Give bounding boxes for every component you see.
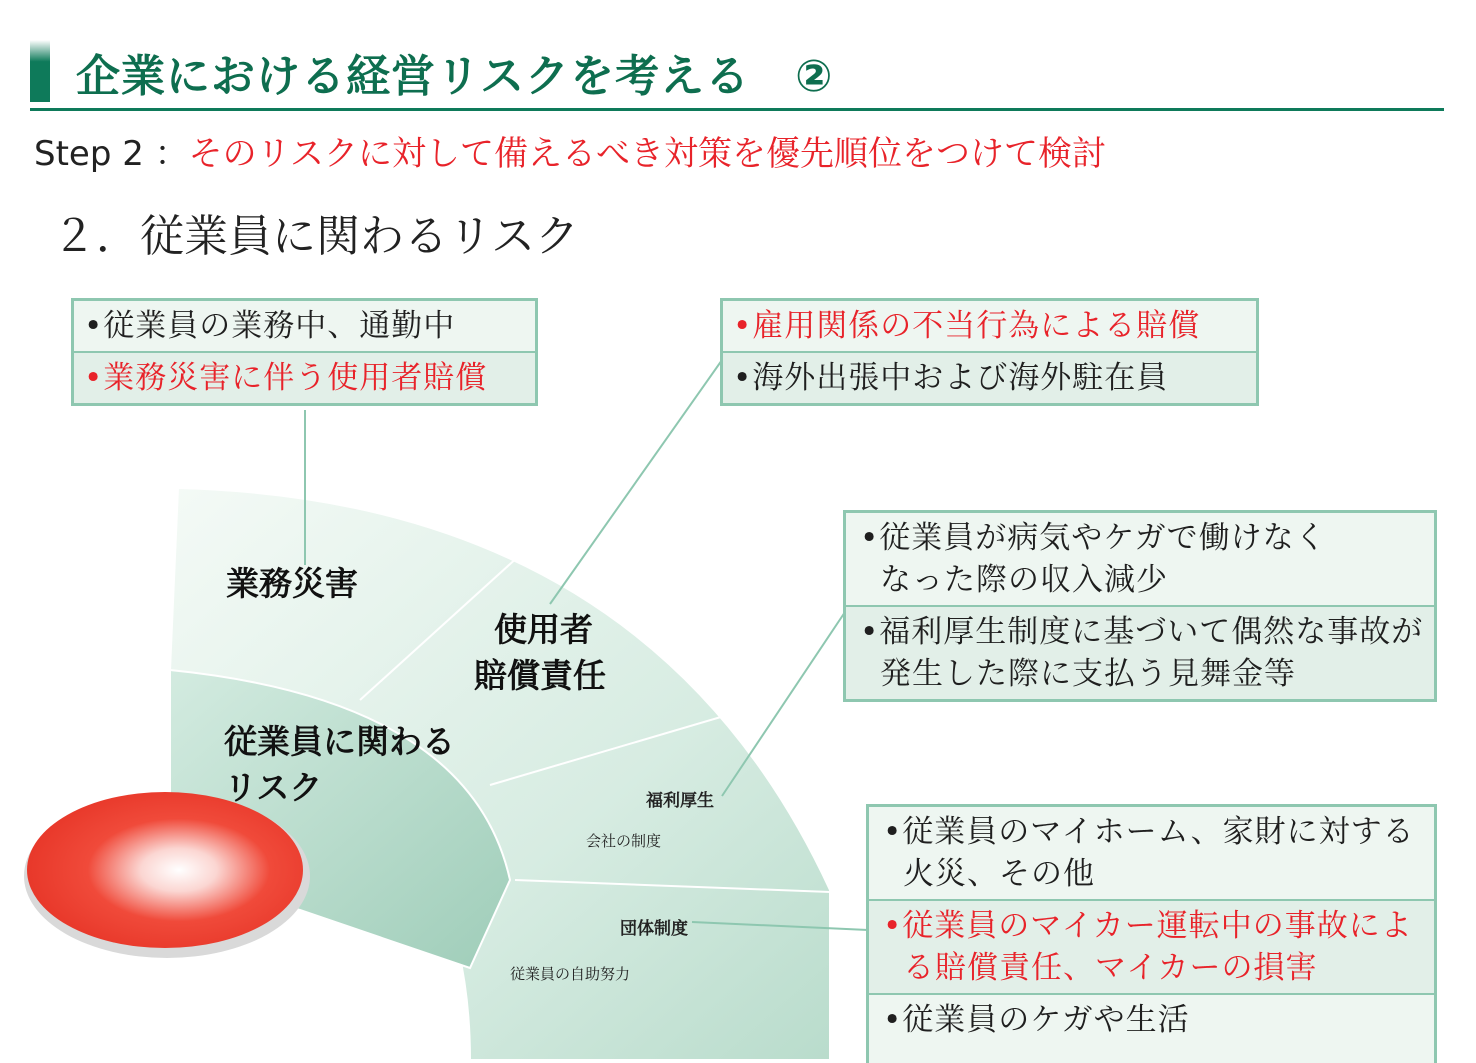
box-group-item-1: 従業員のマイホーム、家財に対する火災、その他 [902, 814, 1415, 892]
connector-employer [550, 360, 722, 604]
box-group-system [866, 804, 1437, 1063]
label-employer-line1: 使用者 [494, 610, 593, 649]
label-work-accident: 業務災害 [226, 564, 358, 603]
box-group-row [869, 993, 1434, 1045]
label-center-line2: リスク [224, 768, 323, 807]
bullet: • [84, 360, 104, 396]
page-title: 企業における経営リスクを考える ② [76, 51, 834, 102]
box-work-accident-item-1: 従業員の業務中、通勤中 [103, 308, 456, 344]
section-heading: ２．従業員に関わるリスク [52, 211, 580, 262]
label-self-help: 従業員の自助努力 [510, 965, 631, 983]
step-text: そのリスクに対して備えるべき対策を優先順位をつけて検討 [188, 134, 1106, 174]
box-welfare-item-2: 福利厚生制度に基づいて偶然な事故が発生した際に支払う見舞金等 [879, 614, 1424, 692]
box-employer-row [723, 351, 1256, 403]
label-company-system: 会社の制度 [586, 832, 662, 850]
label-welfare: 福利厚生 [646, 791, 714, 811]
box-employer-item-1: 雇用関係の不当行為による賠償 [752, 308, 1201, 344]
bullet: • [883, 908, 903, 944]
bullet: • [883, 814, 903, 850]
box-work-accident-row [74, 351, 535, 403]
label-center-line1: 従業員に関わる [224, 722, 455, 761]
box-work-accident-item-2: 業務災害に伴う使用者賠償 [103, 360, 488, 396]
box-group-item-2-part: 従業員のマイカー運転中の事故による賠償責任、マイカーの損害 [902, 908, 1413, 986]
box-group-row [869, 807, 1434, 899]
box-welfare-row [846, 513, 1366, 605]
box-employer-item-2: 海外出張中および海外駐在員 [752, 360, 1169, 396]
bullet: • [860, 520, 880, 556]
label-group-system: 団体制度 [620, 919, 688, 939]
box-welfare-item-1: 従業員が病気やケガで働けなくなった際の収入減少 [879, 520, 1327, 598]
box-welfare [843, 510, 1437, 702]
bullet: • [883, 1002, 903, 1038]
box-group-item-3: 従業員のケガや生活 [902, 1002, 1190, 1038]
bullet: • [84, 308, 104, 344]
label-employer-line2: 賠償責任 [474, 656, 606, 695]
box-welfare-row [846, 605, 1434, 699]
red-base-disc [27, 792, 303, 948]
step-label: Step 2 ： [34, 134, 189, 174]
bullet: • [860, 614, 880, 650]
connector-welfare [722, 612, 845, 796]
box-work-accident [71, 298, 538, 406]
bullet: • [733, 308, 753, 344]
box-group-row [869, 899, 1434, 993]
box-employer-row [723, 301, 1256, 351]
bullet: • [733, 360, 753, 396]
box-work-accident-row [74, 301, 535, 351]
box-employer-liability [720, 298, 1259, 406]
